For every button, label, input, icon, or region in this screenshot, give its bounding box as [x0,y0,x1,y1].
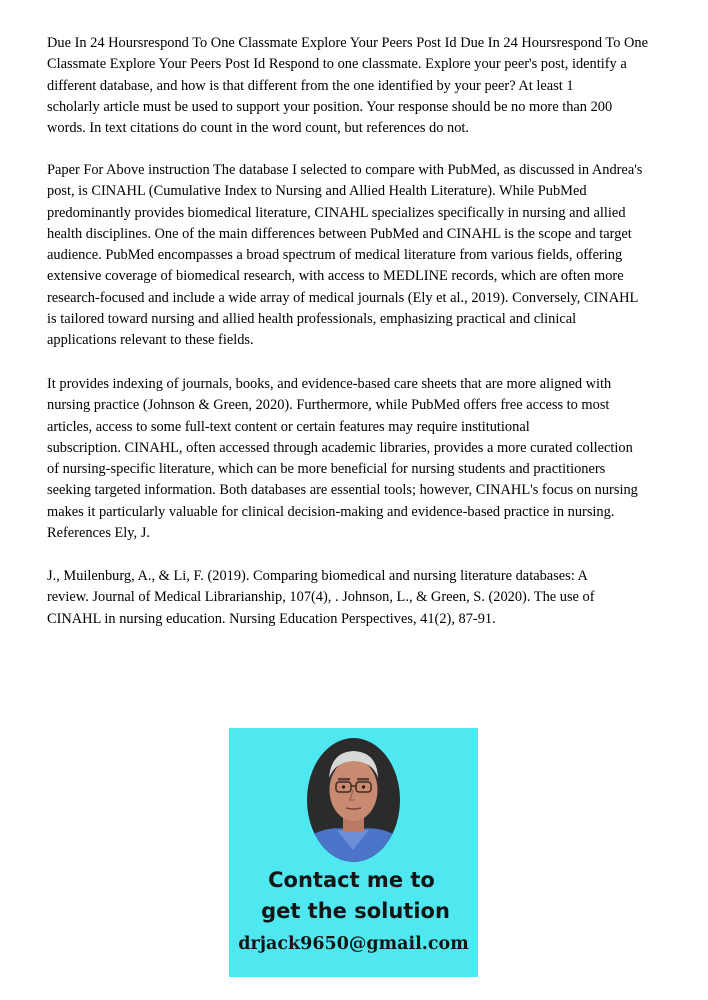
text-line: CINAHL in nursing education. Nursing Education Perspectives, 41(2), 87-91. [47,610,496,627]
text-line: applications relevant to these fields. [47,332,254,349]
ad-headline-line-1: Contact me to [268,868,435,892]
text-line: of nursing-specific literature, which can be more beneficial for nursing students and practitioners [47,461,606,478]
text-line: References Ely, J. [47,525,150,542]
ad-headline-line-2: get the solution [261,899,450,923]
text-line: makes it particularly valuable for clinical decision-making and evidence-based practice in nursing. [47,503,615,520]
text-line: J., Muilenburg, A., & Li, F. (2019). Comparing biomedical and nursing literature databases: A [47,568,588,584]
text-line: words. In text citations do count in the word count, but references do not. [47,120,470,137]
text-line: Due In 24 Hoursrespond To One Classmate Explore Your Peers Post Id Due In 24 Hoursrespond To One [47,35,648,51]
text-line: subscription. CINAHL, often accessed through academic libraries, provides a more curated collection [47,439,633,456]
text-line: It provides indexing of journals, books, and evidence-based care sheets that are more aligned with [47,376,612,392]
text-line: Paper For Above instruction The database I selected to compare with PubMed, as discussed in Andrea's [47,162,643,178]
text-line: research-focused and include a wide array of medical journals (Ely et al., 2019). Conversely, CINAHL [47,289,639,306]
text-line: review. Journal of Medical Librarianship, 107(4), . Johnson, L., & Green, S. (2020). The use of [47,589,595,606]
body-paragraph [47,374,667,544]
text-line: different database, and how is that different from the one identified by your peer? At least 1 [47,77,574,94]
text-line: predominantly provides biomedical literature, CINAHL specializes specifically in nursing and allied [47,204,626,221]
text-line: health disciplines. One of the main differences between PubMed and CINAHL is the scope and target [47,225,632,242]
references-paragraph [47,566,667,630]
text-line: is tailored toward nursing and allied health professionals, emphasizing practical and clinical [47,311,577,328]
text-line: scholarly article must be used to support your position. Your response should be no more than 200 [47,98,613,115]
text-line: seeking targeted information. Both databases are essential tools; however, CINAHL's focus on nursing [47,482,638,499]
author-portrait [307,738,400,862]
contact-email-link[interactable]: drjack9650@gmail.com [238,934,469,954]
instruction-paragraph [47,33,667,139]
text-line: articles, access to some full-text content or certain features may require institutional [47,418,530,435]
text-line: nursing practice (Johnson & Green, 2020). Furthermore, while PubMed offers free access to most [47,397,610,414]
text-line: Classmate Explore Your Peers Post Id Respond to one classmate. Explore your peer's post, identify a [47,56,627,73]
contact-ad-banner[interactable] [229,728,478,977]
text-line: extensive coverage of biomedical research, with access to MEDLINE records, which are often more [47,268,624,285]
text-line: audience. PubMed encompasses a broad spectrum of medical literature from various fields, offering [47,247,623,264]
text-line: post, is CINAHL (Cumulative Index to Nursing and Allied Health Literature). While PubMed [47,183,587,200]
body-paragraph [47,160,667,352]
